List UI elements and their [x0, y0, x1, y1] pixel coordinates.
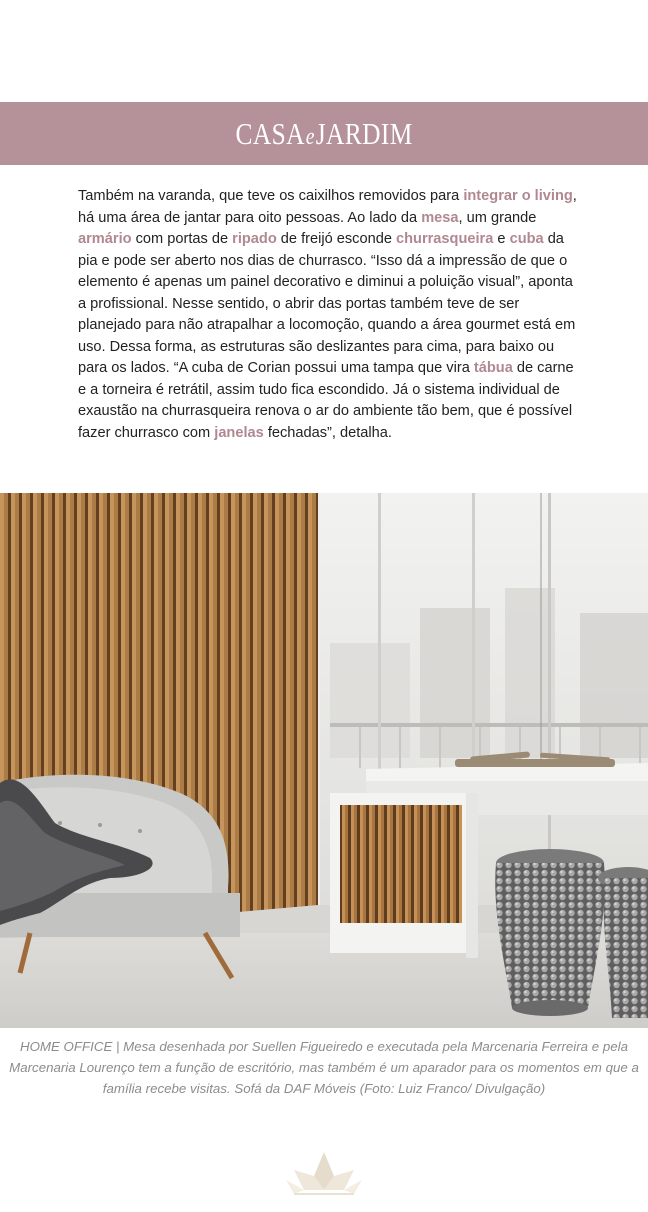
article-text-segment: da pia e pode ser aberto nos dias de churrasco. “Isso dá a impressão de que o elemento é apenas um painel decorativo e diminui a poluição visual”, aponta a profissional. Nesse sentido, o abrir das portas também teve de ser planejado para não atrapalhar a locomoção, quando a área gourmet está em uso. Dessa forma, as estruturas são deslizantes para cima, para baixo ou para os lados. “A cuba de Corian possui uma tampa que vira: [78, 231, 576, 376]
logo-connector: e: [305, 124, 315, 150]
article-text-segment: de carne e a torneira é retrátil, assim tudo fica escondido. Já o sistema individual de exaustão na churrasqueira renova o ar do ambiente tão bem, que é possível fazer churrasco com: [78, 360, 574, 441]
keyword-link[interactable]: tábua: [473, 360, 513, 376]
article-text-segment: com portas de: [131, 231, 233, 247]
article-text-segment: e: [493, 231, 510, 247]
article-text-segment: de freijó esconde: [276, 231, 396, 247]
logo-word-casa: CASA: [235, 116, 305, 151]
article-text-segment: Também na varanda, que teve os caixilhos removidos para: [78, 188, 464, 204]
keyword-link[interactable]: armário: [78, 231, 132, 247]
article-text-segment: fechadas”, detalha.: [263, 424, 392, 441]
keyword-link[interactable]: mesa: [421, 209, 459, 226]
keyword-link[interactable]: janelas: [214, 424, 264, 441]
stool-left: [495, 849, 604, 1016]
keyword-link[interactable]: ripado: [232, 231, 277, 247]
article-text-segment: , um grande: [458, 209, 537, 226]
article-paragraph: [78, 186, 578, 444]
lotus-footer-icon: [284, 1150, 364, 1198]
casa-e-jardim-logo[interactable]: [235, 118, 412, 149]
keyword-link[interactable]: churrasqueira: [396, 231, 494, 247]
photo-caption: HOME OFFICE | Mesa desenhada por Suellen Figueiredo e executada pela Marcenaria Ferreira e pela Marcenaria Lourenço tem a função de escritório, mas também é um aparador para os momentos em que a família recebe visitas. Sofá da DAF Móveis (Foto: Luiz Franco/ Divulgação): [9, 1039, 639, 1096]
article-body: [78, 186, 578, 444]
keyword-link[interactable]: cuba: [509, 231, 544, 247]
article-photo: [0, 493, 648, 1028]
living-room-photo: [0, 493, 648, 1028]
logo-word-jardim: JARDIM: [315, 116, 413, 151]
article-text-segment: , há uma área de jantar para oito pessoas. Ao lado da: [78, 188, 577, 226]
keyword-link[interactable]: integrar o living: [463, 188, 573, 204]
site-header: [0, 102, 648, 165]
